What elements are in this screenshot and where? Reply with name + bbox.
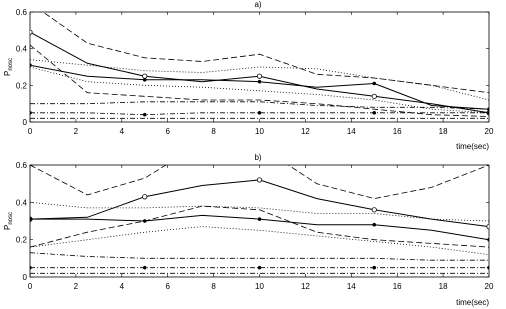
x-tick-label: 8: [211, 282, 216, 291]
svg-text:Pnosc: [3, 212, 14, 230]
data-point-star: [258, 111, 261, 114]
x-tick-label: 16: [392, 127, 402, 136]
data-point-star: [373, 82, 376, 85]
data-point-star: [487, 238, 490, 241]
x-tick-label: 0: [27, 282, 33, 291]
panel-b-title: b): [254, 153, 262, 162]
x-tick-label: 20: [484, 127, 494, 136]
x-tick-label: 16: [392, 282, 402, 291]
data-point-star: [143, 113, 146, 116]
panel-a-ylabel-sub: nosc: [8, 57, 14, 71]
x-tick-label: 8: [211, 127, 216, 136]
data-point-star: [487, 266, 490, 269]
y-tick-label: 0.2: [15, 235, 27, 245]
x-tick-label: 10: [255, 127, 264, 136]
panel-b-ylabel: [3, 212, 14, 230]
svg-text:Pnosc: [3, 58, 14, 76]
series-line-3: [30, 143, 489, 199]
x-tick-label: 20: [484, 282, 494, 291]
series-line-7: [30, 102, 489, 109]
x-tick-label: 4: [119, 127, 125, 136]
x-tick-label: 2: [73, 282, 79, 291]
x-tick-label: 6: [165, 127, 170, 136]
panel-b-xlabel: time(sec): [456, 298, 489, 307]
data-point-star: [258, 218, 261, 221]
panel-a-ylabel-main: P: [3, 70, 12, 77]
x-tick-label: 14: [346, 282, 356, 291]
data-point-circle: [143, 195, 147, 199]
panel-a-frame: [30, 12, 489, 122]
panel-b-ylabel-sub: nosc: [8, 211, 14, 225]
panel-a: [3, 0, 494, 151]
data-point-circle: [257, 74, 261, 78]
data-point-circle: [372, 208, 376, 212]
data-point-circle: [487, 224, 491, 228]
panel-b: [3, 143, 494, 307]
x-tick-label: 0: [27, 127, 33, 136]
x-tick-label: 2: [73, 127, 79, 136]
y-tick-label: 0: [22, 118, 27, 127]
data-point-star: [373, 266, 376, 269]
y-tick-label: 0.4: [15, 198, 27, 208]
x-tick-label: 18: [438, 127, 448, 136]
series-line-7: [30, 253, 489, 261]
x-tick-label: 12: [300, 127, 310, 136]
data-point-star: [487, 111, 490, 114]
panel-a-title: a): [254, 0, 262, 9]
y-tick-label: 0.4: [15, 44, 27, 54]
data-point-star: [258, 80, 261, 83]
panel-a-xlabel: time(sec): [456, 142, 489, 151]
data-point-star: [143, 78, 146, 81]
panel-a-ylabel: [3, 58, 14, 76]
panel-a-series: [28, 3, 491, 119]
x-tick-label: 6: [165, 282, 170, 291]
data-point-star: [258, 266, 261, 269]
x-tick-label: 18: [438, 282, 448, 291]
series-line-4: [30, 206, 489, 247]
x-tick-label: 4: [119, 282, 125, 291]
data-point-star: [373, 111, 376, 114]
x-tick-label: 12: [300, 282, 310, 291]
data-point-circle: [372, 94, 376, 98]
data-point-star: [487, 108, 490, 111]
data-point-circle: [143, 74, 147, 78]
series-line-6: [30, 227, 489, 255]
x-tick-label: 14: [346, 127, 356, 136]
y-tick-label: 0.2: [15, 81, 27, 91]
data-point-star: [28, 218, 31, 221]
panel-b-ylabel-main: P: [3, 224, 12, 231]
panel-b-series: [28, 143, 491, 274]
panel-a-ticks: [16, 8, 494, 136]
data-point-star: [28, 111, 31, 114]
data-point-star: [28, 266, 31, 269]
data-point-star: [28, 64, 31, 67]
data-point-star: [143, 266, 146, 269]
y-tick-label: 0.6: [15, 8, 27, 17]
data-point-star: [373, 223, 376, 226]
y-tick-label: 0.6: [15, 161, 27, 170]
y-tick-label: 0: [22, 273, 27, 282]
series-line-3: [30, 3, 489, 93]
data-point-circle: [28, 30, 32, 34]
data-point-circle: [257, 178, 261, 182]
x-tick-label: 10: [255, 282, 264, 291]
